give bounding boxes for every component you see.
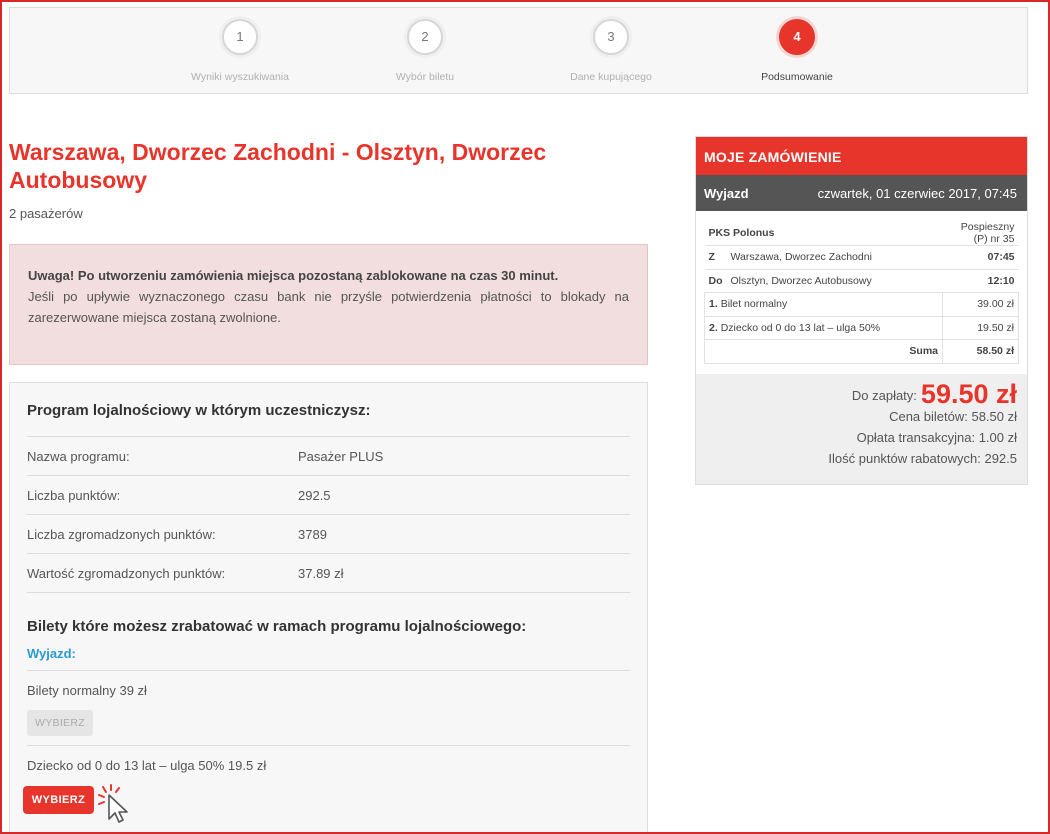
loyalty-row-label: Nazwa programu: <box>27 448 130 464</box>
departure-link[interactable]: Wyjazd: <box>27 635 630 671</box>
loyalty-panel <box>9 382 648 834</box>
passenger-count: 2 pasażerów <box>9 206 83 221</box>
order-item-row <box>705 316 1019 340</box>
to-code: Do <box>705 269 727 293</box>
ticket-child-label: Dziecko od 0 do 13 lat – ulga 50% 19.5 zł <box>27 758 267 773</box>
step-3-label: Dane kupującego <box>570 71 652 83</box>
sum-value: 58.50 zł <box>943 340 1019 364</box>
to-row <box>705 269 1019 293</box>
order-table-wrap <box>696 211 1027 374</box>
carrier-row <box>705 221 1019 246</box>
step-2-label: Wybór biletu <box>395 71 455 83</box>
alert-heading: Uwaga! Po utworzeniu zamówienia miejsca pozostaną zablokowane na czas 30 minut. <box>28 268 559 283</box>
ticket-price: Cena biletów: 58.50 zł <box>889 408 1017 424</box>
loyalty-row-label: Liczba zgromadzonych punktów: <box>27 526 216 542</box>
step-1-label: Wyniki wyszukiwania <box>191 71 289 83</box>
checkout-steps <box>9 7 1028 94</box>
step-1[interactable] <box>160 19 320 83</box>
loyalty-row-label: Liczba punktów: <box>27 487 121 503</box>
sum-label: Suma <box>705 340 943 364</box>
order-table <box>704 221 1019 364</box>
to-pay <box>851 378 1017 409</box>
to-station: Olsztyn, Dworzec Autobusowy <box>727 269 943 293</box>
loyalty-row <box>27 437 630 476</box>
step-4 <box>717 19 877 83</box>
sum-row <box>705 340 1019 364</box>
loyalty-row <box>27 554 630 593</box>
to-pay-label: Do zapłaty: <box>851 387 917 403</box>
discount-tickets-heading: Bilety które możesz zrabatować w ramach programu lojalnościowego: <box>27 618 527 635</box>
select-child-ticket-button[interactable]: WYBIERZ <box>23 786 94 814</box>
to-pay-value: 59.50 zł <box>920 378 1017 409</box>
loyalty-row-value: Pasażer PLUS <box>298 448 384 464</box>
step-2[interactable] <box>345 19 505 83</box>
from-station: Warszawa, Dworzec Zachodni <box>727 246 943 270</box>
from-row <box>705 246 1019 270</box>
loyalty-row-value: 37.89 zł <box>298 565 344 581</box>
departure-label: Wyjazd <box>704 185 749 201</box>
route-title: Warszawa, Dworzec Zachodni - Olsztyn, Dworzec Autobusowy <box>9 139 547 193</box>
order-item-name: 1. Bilet normalny <box>705 293 943 317</box>
step-1-number: 1 <box>222 19 258 55</box>
step-4-number: 4 <box>779 19 815 55</box>
departure-date: czwartek, 01 czerwiec 2017, 07:45 <box>817 185 1017 201</box>
service-name: Pospieszny (P) nr 35 <box>960 221 1015 245</box>
transaction-fee: Opłata transakcyjna: 1.00 zł <box>856 429 1017 445</box>
step-4-label: Podsumowanie <box>761 71 833 83</box>
payment-summary <box>696 374 1027 469</box>
discount-points: Ilość punktów rabatowych: 292.5 <box>828 450 1017 466</box>
order-item-name: 2. Dziecko od 0 do 13 lat – ulga 50% <box>705 316 943 340</box>
step-2-number: 2 <box>407 19 443 55</box>
loyalty-heading: Program lojalnościowy w którym uczestniczysz: <box>27 383 630 437</box>
ticket-normal-label: Bilety normalny 39 zł <box>27 683 147 698</box>
carrier-name: PKS Polonus <box>708 227 775 239</box>
step-3[interactable] <box>531 19 691 83</box>
to-time: 12:10 <box>943 269 1019 293</box>
alert-text: Jeśli po upływie wyznaczonego czasu bank nie przyśle potwierdzenia płatności to blokady na zarezerwowane miejsca zostaną zwolnione. <box>28 289 629 325</box>
loyalty-row <box>27 515 630 554</box>
loyalty-row-label: Wartość zgromadzonych punktów: <box>27 565 226 581</box>
select-normal-ticket-button[interactable]: WYBIERZ <box>27 710 93 736</box>
loyalty-row <box>27 476 630 515</box>
order-item-row <box>705 293 1019 317</box>
loyalty-row-value: 3789 <box>298 526 327 542</box>
departure-bar <box>696 175 1027 211</box>
order-summary <box>695 136 1028 485</box>
loyalty-row-value: 292.5 <box>298 487 331 503</box>
order-item-price: 39.00 zł <box>943 293 1019 317</box>
from-time: 07:45 <box>943 246 1019 270</box>
order-item-price: 19.50 zł <box>943 316 1019 340</box>
from-code: Z <box>705 246 727 270</box>
hand-pointer-icon <box>95 783 147 825</box>
reservation-alert <box>9 244 648 365</box>
step-3-number: 3 <box>593 19 629 55</box>
order-title: MOJE ZAMÓWIENIE <box>696 137 1027 175</box>
